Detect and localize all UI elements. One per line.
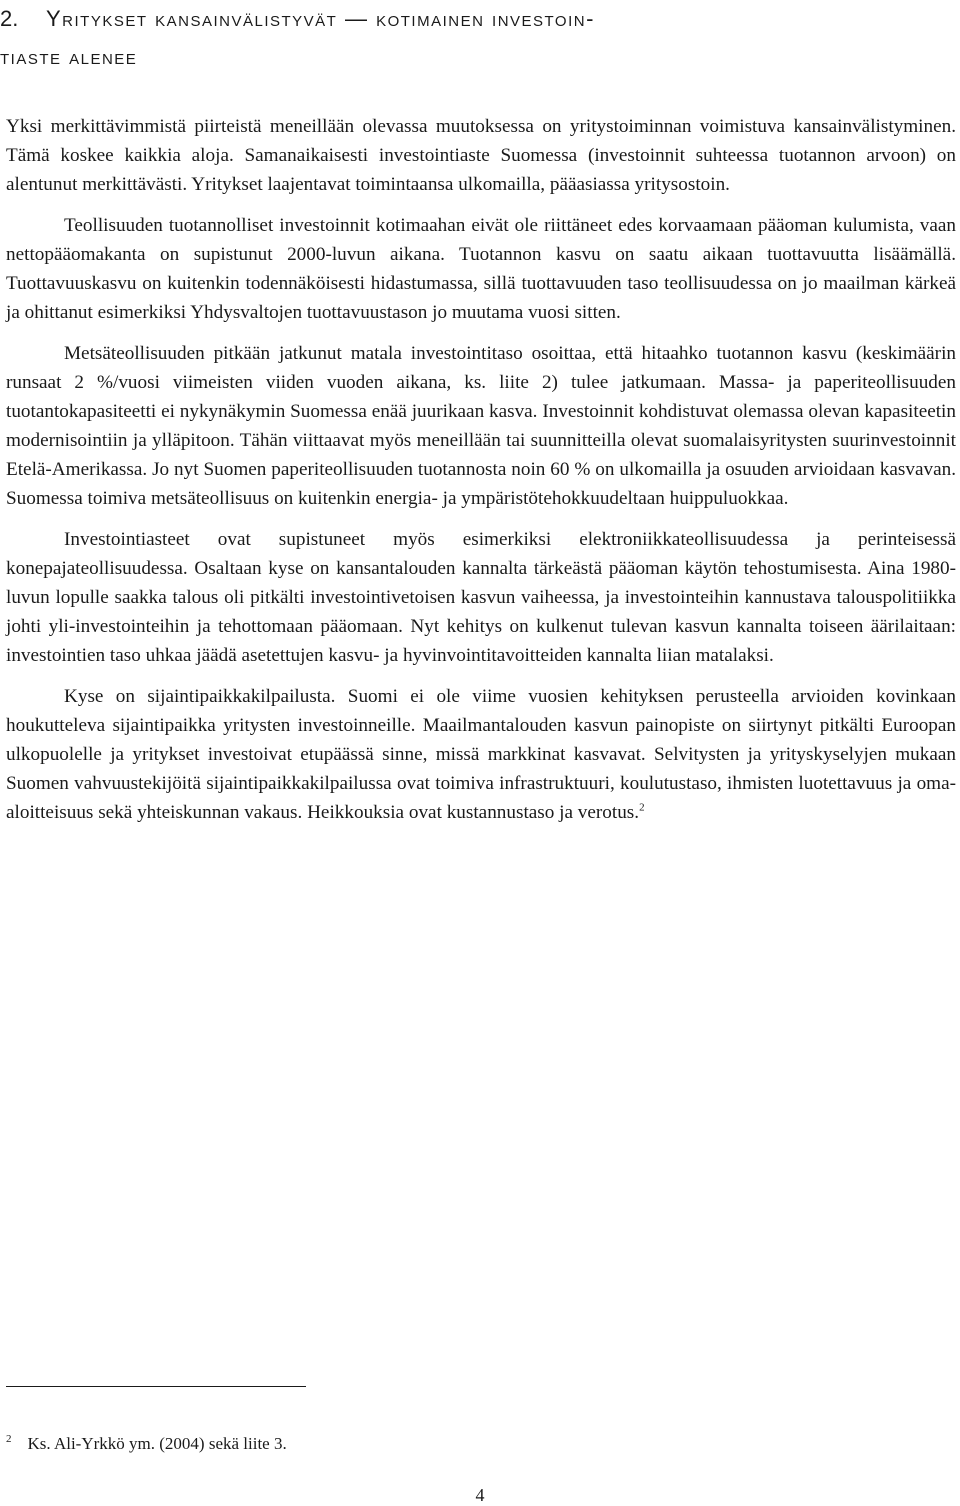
section-title-line-2: tiaste alenee (0, 44, 138, 69)
section-number: 2. (0, 6, 19, 31)
paragraph-4: Investointiasteet ovat supistuneet myös esimerkiksi elektroniikkateollisuudessa ja perinteisessä konepajateollisuudessa. Osaltaan kyse on kansantalouden kannalta tärkeästä pääoman käytön tehostumisesta. Aina 1980-luvun lopulle saakka talous oli pitkälti investointivetoisen kasvun vaiheessa, ja investointeihin kannustava talouspolitiikka johti yli-investointeihin ja tehottomaan pääomaan. Nyt kehitys on kulkenut tulevan kasvun kannalta toiseen äärilaitaan: investointien taso uhkaa jäädä asetettujen kasvu- ja hyvinvointitavoitteiden kannalta liian matalaksi. (6, 529, 956, 666)
section-title-line-1: Yritykset kansainvälistyvät — kotimainen investoin- (46, 6, 595, 31)
paragraph-3: Metsäteollisuuden pitkään jatkunut matala investointitaso osoittaa, että hitaahko tuotannon kasvu (keskimäärin runsaat 2 %/vuosi viimeisten viiden vuoden aikana, ks. liite 2) tulee jatkumaan. Massa- ja paperiteollisuuden tuotantokapasiteetti ei nykynäkymin Suomessa enää juurikaan kasva. Investoinnit kohdistuvat olemassa olevan kapasiteetin modernisointiin ja ylläpitoon. Tähän viittaavat myös meneillään tai suunnitteilla olevat suomalaisyritysten suurinvestoinnit Etelä-Amerikassa. Jo nyt Suomen paperiteollisuuden tuotannosta noin 60 % on ulkomailla ja osuuden arvioidaan kasvavan. Suomessa toimiva metsäteollisuus on kuitenkin energia- ja ympäristötehokkuudeltaan huippuluokkaa. (6, 343, 956, 509)
body-text (6, 112, 956, 839)
footnote-text: Ks. Ali-Yrkkö ym. (2004) sekä liite 3. (27, 1434, 287, 1453)
paragraph-1: Yksi merkittävimmistä piirteistä meneillään olevassa muutoksessa on yritystoiminnan voimistuva kansainvälistyminen. Tämä koskee kaikkia aloja. Samanaikaisesti investointiaste Suomessa (investoinnit suhteessa tuotannon arvoon) on alentunut merkittävästi. Yritykset laajentavat toimintaansa ulkomailla, pääasiassa yritysostoin. (6, 116, 956, 195)
paragraph-2: Teollisuuden tuotannolliset investoinnit kotimaahan eivät ole riittäneet edes korvaamaan pääoman kulumista, vaan nettopääomakanta on supistunut 2000-luvun aikana. Tuotannon kasvu on saatu aikaan tuottavuutta lisäämällä. Tuottavuuskasvu on kuitenkin todennäköisesti hidastumassa, sillä tuottavuuden taso teollisuudessa on jo maailman kärkeä ja ohittanut esimerkiksi Yhdysvaltojen tuottavuustason jo muutama vuosi sitten. (6, 215, 956, 323)
section-heading (0, 0, 880, 76)
footnote-reference[interactable]: 2 (639, 801, 645, 814)
page-number: 4 (475, 1485, 485, 1505)
footnote (6, 1432, 287, 1456)
paragraph-5-text: Kyse on sijaintipaikkakilpailusta. Suomi ei ole viime vuosien kehityksen perusteella arvioiden kovinkaan houkutteleva sijaintipaikka yritysten investoinneille. Maailmantalouden kasvun painopiste on siirtynyt pitkälti Euroopan ulkopuolelle ja yritykset investoivat etupäässä sinne, missä markkinat kasvavat. Selvitysten ja yrityskyselyjen mukaan Suomen vahvuustekijöitä sijaintipaikkakilpailussa ovat toimiva infrastruktuuri, koulutustaso, ihmisten luotettavuus ja oma-aloitteisuus sekä yhteiskunnan vakaus. Heikkouksia ovat kustannustaso ja verotus. (6, 686, 956, 823)
footnote-number: 2 (6, 1433, 12, 1446)
footnote-divider (6, 1386, 306, 1387)
paragraph-5 (6, 682, 956, 827)
